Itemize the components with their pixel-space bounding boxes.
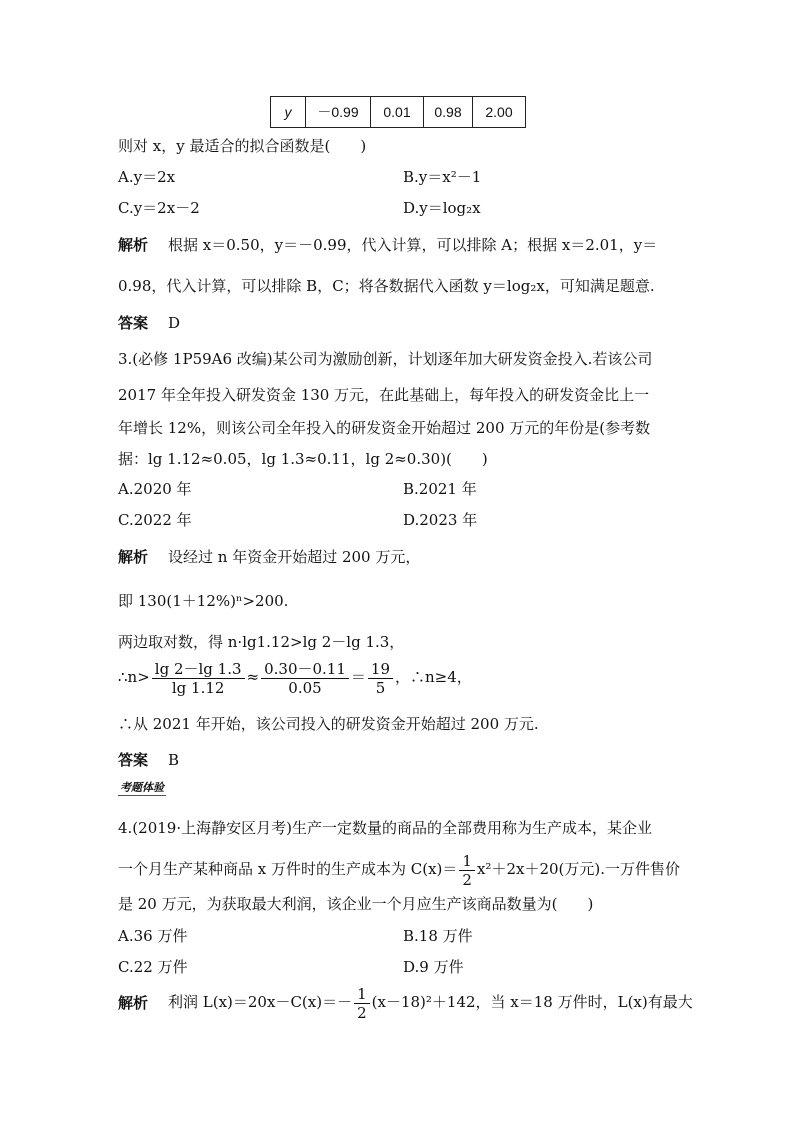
fraction-numerator: 19 <box>368 660 393 679</box>
fraction-denominator: 2 <box>357 1003 367 1022</box>
table-cell: 0.01 <box>371 97 424 128</box>
q3-stem-line: 据：lg 1.12≈0.05，lg 1.3≈0.11，lg 2≈0.30)( ) <box>118 450 488 468</box>
fraction-denominator: 2 <box>462 870 472 889</box>
fraction-numerator: lg 2－lg 1.3 <box>152 660 245 679</box>
q4-analysis-part: 利润 L(x)＝20x－C(x)＝－ <box>168 993 353 1011</box>
q3-stem-line: 3.(必修 1P59A6 改编)某公司为激励创新，计划逐年加大研发资金投入.若该公司 <box>118 350 653 368</box>
q3-option-a: A.2020 年 <box>118 480 192 498</box>
q3-analysis-line: 设经过 n 年资金开始超过 200 万元， <box>168 548 421 566</box>
fraction-1 <box>152 660 245 697</box>
q2-stem: 则对 x，y 最适合的拟合函数是( ) <box>118 137 367 155</box>
q4-option-a: A.36 万件 <box>118 927 188 945</box>
fraction-half <box>459 852 475 889</box>
q3-analysis-label: 解析 <box>118 548 149 566</box>
fraction-numerator: 0.30－0.11 <box>261 660 349 679</box>
q4-stem-line <box>118 849 680 889</box>
q3-stem-line: 2017 年全年投入研发资金 130 万元，在此基础上，每年投入的研发资金比上一 <box>118 386 650 404</box>
q3-analysis-line: 两边取对数，得 n·lg1.12>lg 2－lg 1.3， <box>118 633 405 651</box>
calc-prefix: ∴n> <box>118 668 150 686</box>
q3-answer-label: 答案 <box>118 751 149 769</box>
q4-stem-line: 4.(2019·上海静安区月考)生产一定数量的商品的全部费用称为生产成本，某企业 <box>118 819 652 837</box>
q2-analysis-line: 根据 x＝0.50，y＝－0.99，代入计算，可以排除 A；根据 x＝2.01，y＝ <box>168 236 658 254</box>
fraction-3 <box>368 660 393 697</box>
q2-option-d: D.y＝log₂x <box>403 199 481 217</box>
q4-option-d: D.9 万件 <box>403 958 464 976</box>
q3-conclusion: ∴从 2021 年开始，该公司投入的研发资金开始超过 200 万元. <box>118 715 539 733</box>
q4-analysis-line <box>168 981 693 1023</box>
q4-stem-line: 是 20 万元，为获取最大利润，该企业一个月应生产该商品数量为( ) <box>118 895 594 913</box>
q4-option-c: C.22 万件 <box>118 958 188 976</box>
approx-sign: ≈ <box>246 668 260 686</box>
section-tag: 考题体验 <box>120 781 164 794</box>
data-table <box>270 96 526 128</box>
q2-analysis-label: 解析 <box>118 236 149 254</box>
q2-option-c: C.y＝2x－2 <box>118 199 200 217</box>
q3-stem-line: 年增长 12%，则该公司全年投入的研发资金开始超过 200 万元的年份是(参考数 <box>118 419 651 437</box>
q2-answer: D <box>168 314 181 332</box>
q3-option-d: D.2023 年 <box>403 511 478 529</box>
fraction-denominator: 5 <box>375 678 386 697</box>
table-cell: 0.98 <box>424 97 473 128</box>
q3-answer: B <box>168 751 180 769</box>
calc-suffix: ，∴n≥4， <box>395 668 472 686</box>
equals-sign: ＝ <box>350 668 366 686</box>
fraction-denominator: 0.05 <box>288 678 322 697</box>
q4-analysis-part: (x－18)²＋142，当 x＝18 万件时，L(x)有最大 <box>371 993 693 1011</box>
fraction-numerator: 1 <box>459 852 475 871</box>
q4-analysis-label: 解析 <box>118 994 149 1012</box>
q2-answer-label: 答案 <box>118 314 149 332</box>
q3-analysis-line: 即 130(1＋12%)ⁿ>200. <box>118 592 289 610</box>
q3-option-b: B.2021 年 <box>403 480 477 498</box>
fraction-half <box>354 985 370 1022</box>
q2-analysis-line: 0.98，代入计算，可以排除 B，C；将各数据代入函数 y＝log₂x，可知满足题意. <box>118 277 655 295</box>
fraction-2 <box>261 660 349 697</box>
fraction-denominator: lg 1.12 <box>171 678 225 697</box>
fraction-numerator: 1 <box>354 985 370 1004</box>
table-cell: －0.99 <box>306 97 371 128</box>
q3-option-c: C.2022 年 <box>118 511 192 529</box>
table-cell: 2.00 <box>473 97 526 128</box>
q4-stem-part: 一个月生产某种商品 x 万件时的生产成本为 C(x)＝ <box>118 860 458 878</box>
table-y-label: y <box>271 97 306 128</box>
q4-option-b: B.18 万件 <box>403 927 473 945</box>
q2-option-b: B.y＝x²－1 <box>403 168 482 186</box>
q3-calculation <box>118 656 472 698</box>
q4-stem-part: x²＋2x＋20(万元).一万件售价 <box>476 860 681 878</box>
q2-option-a: A.y＝2x <box>118 168 176 186</box>
